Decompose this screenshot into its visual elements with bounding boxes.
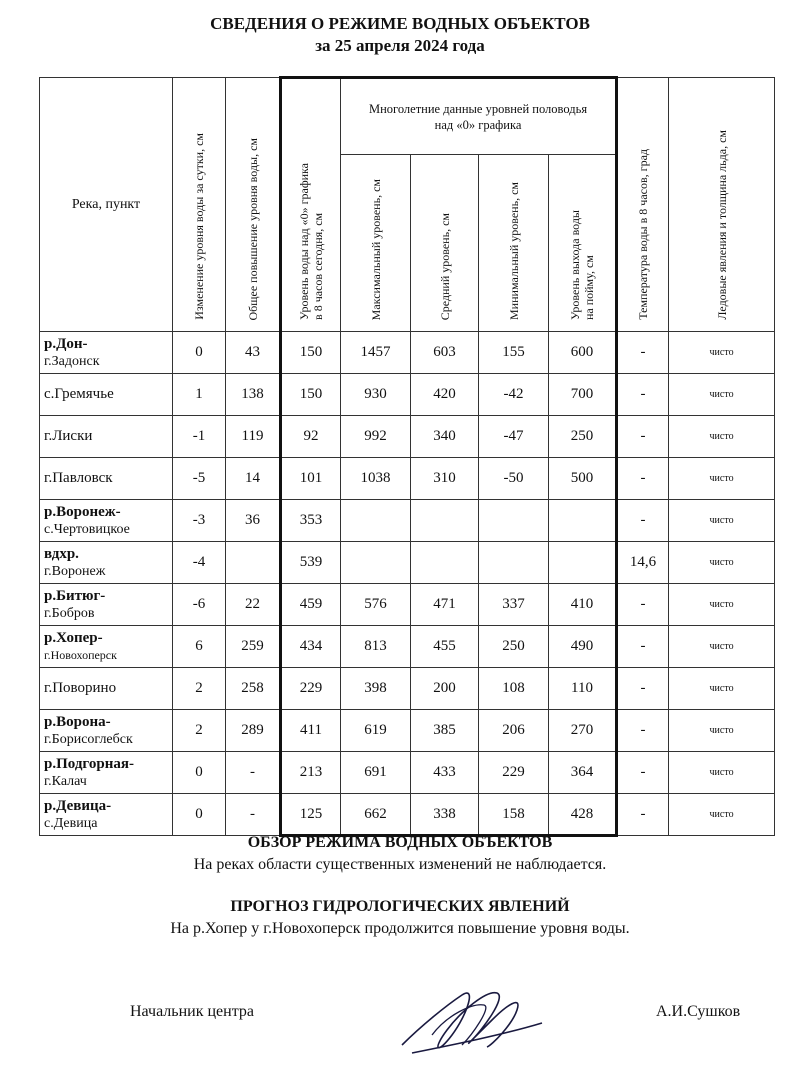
header-level-today: Уровень воды над «0» графика в 8 часов сегодня, см <box>281 78 341 332</box>
header-water-temp: Температура воды в 8 часов, град <box>617 78 669 332</box>
change-cell: 1 <box>173 374 226 416</box>
change-cell: -1 <box>173 416 226 458</box>
rise-cell: - <box>226 794 281 836</box>
rise-cell: 22 <box>226 584 281 626</box>
mean-cell <box>411 500 479 542</box>
header-change-day: Изменение уровня воды за сутки, см <box>173 78 226 332</box>
min-cell: 108 <box>479 668 549 710</box>
mean-cell: 385 <box>411 710 479 752</box>
river-point-cell: р.Воронеж- с.Чертовицкое <box>40 500 173 542</box>
ice-cell: чисто <box>669 710 775 752</box>
rise-cell: 138 <box>226 374 281 416</box>
level-cell: 459 <box>281 584 341 626</box>
min-cell: 250 <box>479 626 549 668</box>
min-cell: 229 <box>479 752 549 794</box>
header-total-rise: Общее повышение уровня воды, см <box>226 78 281 332</box>
temp-cell: - <box>617 668 669 710</box>
ice-cell: чисто <box>669 584 775 626</box>
max-cell: 691 <box>341 752 411 794</box>
review-text: На реках области существенных изменений не наблюдается. <box>193 856 607 873</box>
mean-cell: 433 <box>411 752 479 794</box>
level-cell: 150 <box>281 332 341 374</box>
river-point-cell: г.Поворино <box>40 668 173 710</box>
table-row <box>40 542 775 584</box>
max-cell <box>341 542 411 584</box>
rise-cell: 36 <box>226 500 281 542</box>
min-cell: 155 <box>479 332 549 374</box>
mean-cell: 603 <box>411 332 479 374</box>
max-cell: 813 <box>341 626 411 668</box>
level-cell: 434 <box>281 626 341 668</box>
max-cell: 662 <box>341 794 411 836</box>
max-cell: 1038 <box>341 458 411 500</box>
mean-cell: 340 <box>411 416 479 458</box>
header-mean-level: Средний уровень, см <box>411 155 479 332</box>
temp-cell: - <box>617 416 669 458</box>
mean-cell: 471 <box>411 584 479 626</box>
table-row <box>40 332 775 374</box>
change-cell: 0 <box>173 794 226 836</box>
river-point-cell: г.Лиски <box>40 416 173 458</box>
flood-cell: 250 <box>549 416 617 458</box>
handwritten-signature <box>392 975 552 1070</box>
rise-cell: 119 <box>226 416 281 458</box>
mean-cell: 310 <box>411 458 479 500</box>
river-point-cell: р.Девица- с.Девица <box>40 794 173 836</box>
ice-cell: чисто <box>669 794 775 836</box>
table-row <box>40 794 775 836</box>
forecast-heading: ПРОГНОЗ ГИДРОЛОГИЧЕСКИХ ЯВЛЕНИЙ <box>230 898 570 915</box>
table-row <box>40 626 775 668</box>
ice-cell: чисто <box>669 626 775 668</box>
change-cell: 2 <box>173 710 226 752</box>
temp-cell: - <box>617 332 669 374</box>
flood-cell <box>549 542 617 584</box>
min-cell: 158 <box>479 794 549 836</box>
table-row <box>40 710 775 752</box>
flood-cell: 600 <box>549 332 617 374</box>
mean-cell: 338 <box>411 794 479 836</box>
table-row <box>40 752 775 794</box>
level-cell: 101 <box>281 458 341 500</box>
max-cell: 576 <box>341 584 411 626</box>
rise-cell: 43 <box>226 332 281 374</box>
rise-cell: 258 <box>226 668 281 710</box>
temp-cell: 14,6 <box>617 542 669 584</box>
ice-cell: чисто <box>669 668 775 710</box>
river-point-cell: р.Битюг- г.Бобров <box>40 584 173 626</box>
max-cell: 992 <box>341 416 411 458</box>
level-cell: 229 <box>281 668 341 710</box>
change-cell: 2 <box>173 668 226 710</box>
header-max-level: Максимальный уровень, см <box>341 155 411 332</box>
temp-cell: - <box>617 794 669 836</box>
change-cell: 0 <box>173 752 226 794</box>
mean-cell: 420 <box>411 374 479 416</box>
min-cell <box>479 500 549 542</box>
temp-cell: - <box>617 458 669 500</box>
min-cell: -47 <box>479 416 549 458</box>
ice-cell: чисто <box>669 416 775 458</box>
temp-cell: - <box>617 710 669 752</box>
min-cell <box>479 542 549 584</box>
rise-cell: - <box>226 752 281 794</box>
temp-cell: - <box>617 584 669 626</box>
header-min-level: Минимальный уровень, см <box>479 155 549 332</box>
document-title: СВЕДЕНИЯ О РЕЖИМЕ ВОДНЫХ ОБЪЕКТОВ <box>210 14 590 33</box>
table-row <box>40 458 775 500</box>
table-row <box>40 500 775 542</box>
river-point-cell: вдхр. г.Воронеж <box>40 542 173 584</box>
change-cell: 0 <box>173 332 226 374</box>
temp-cell: - <box>617 752 669 794</box>
forecast-text: На р.Хопер у г.Новохоперск продолжится повышение уровня воды. <box>170 920 630 937</box>
rise-cell <box>226 542 281 584</box>
table-row <box>40 668 775 710</box>
flood-cell <box>549 500 617 542</box>
change-cell: -3 <box>173 500 226 542</box>
level-cell: 92 <box>281 416 341 458</box>
min-cell: 206 <box>479 710 549 752</box>
rise-cell: 14 <box>226 458 281 500</box>
mean-cell <box>411 542 479 584</box>
ice-cell: чисто <box>669 500 775 542</box>
min-cell: -42 <box>479 374 549 416</box>
ice-cell: чисто <box>669 458 775 500</box>
temp-cell: - <box>617 374 669 416</box>
flood-cell: 270 <box>549 710 617 752</box>
max-cell <box>341 500 411 542</box>
flood-cell: 700 <box>549 374 617 416</box>
max-cell: 619 <box>341 710 411 752</box>
ice-cell: чисто <box>669 752 775 794</box>
level-cell: 411 <box>281 710 341 752</box>
temp-cell: - <box>617 500 669 542</box>
header-river-point: Река, пункт <box>40 78 173 332</box>
change-cell: -5 <box>173 458 226 500</box>
table-row <box>40 374 775 416</box>
river-point-cell: р.Подгорная- г.Калач <box>40 752 173 794</box>
level-cell: 539 <box>281 542 341 584</box>
river-point-cell: г.Павловск <box>40 458 173 500</box>
ice-cell: чисто <box>669 374 775 416</box>
flood-cell: 110 <box>549 668 617 710</box>
water-regime-table <box>39 76 775 837</box>
change-cell: 6 <box>173 626 226 668</box>
flood-cell: 490 <box>549 626 617 668</box>
header-flood-level: Уровень выхода воды на пойму, см <box>549 155 617 332</box>
flood-cell: 410 <box>549 584 617 626</box>
change-cell: -4 <box>173 542 226 584</box>
level-cell: 125 <box>281 794 341 836</box>
mean-cell: 200 <box>411 668 479 710</box>
mean-cell: 455 <box>411 626 479 668</box>
document-date: за 25 апреля 2024 года <box>315 36 485 55</box>
ice-cell: чисто <box>669 332 775 374</box>
min-cell: 337 <box>479 584 549 626</box>
review-heading: ОБЗОР РЕЖИМА ВОДНЫХ ОБЪЕКТОВ <box>247 834 553 851</box>
flood-cell: 364 <box>549 752 617 794</box>
level-cell: 150 <box>281 374 341 416</box>
max-cell: 398 <box>341 668 411 710</box>
min-cell: -50 <box>479 458 549 500</box>
ice-cell: чисто <box>669 542 775 584</box>
signature-title: Начальник центра <box>130 1003 254 1020</box>
river-point-cell: р.Хопер- г.Новохоперск <box>40 626 173 668</box>
temp-cell: - <box>617 626 669 668</box>
flood-cell: 500 <box>549 458 617 500</box>
signature-name: А.И.Сушков <box>656 1003 741 1020</box>
rise-cell: 289 <box>226 710 281 752</box>
header-multi-year: Многолетние данные уровней половодья над «0» графика <box>341 78 617 155</box>
flood-cell: 428 <box>549 794 617 836</box>
change-cell: -6 <box>173 584 226 626</box>
river-point-cell: р.Ворона- г.Борисоглебск <box>40 710 173 752</box>
max-cell: 1457 <box>341 332 411 374</box>
level-cell: 353 <box>281 500 341 542</box>
max-cell: 930 <box>341 374 411 416</box>
table-row <box>40 416 775 458</box>
level-cell: 213 <box>281 752 341 794</box>
river-point-cell: с.Гремячье <box>40 374 173 416</box>
rise-cell: 259 <box>226 626 281 668</box>
river-point-cell: р.Дон- г.Задонск <box>40 332 173 374</box>
header-ice: Ледовые явления и толщина льда, см <box>669 78 775 332</box>
table-row <box>40 584 775 626</box>
